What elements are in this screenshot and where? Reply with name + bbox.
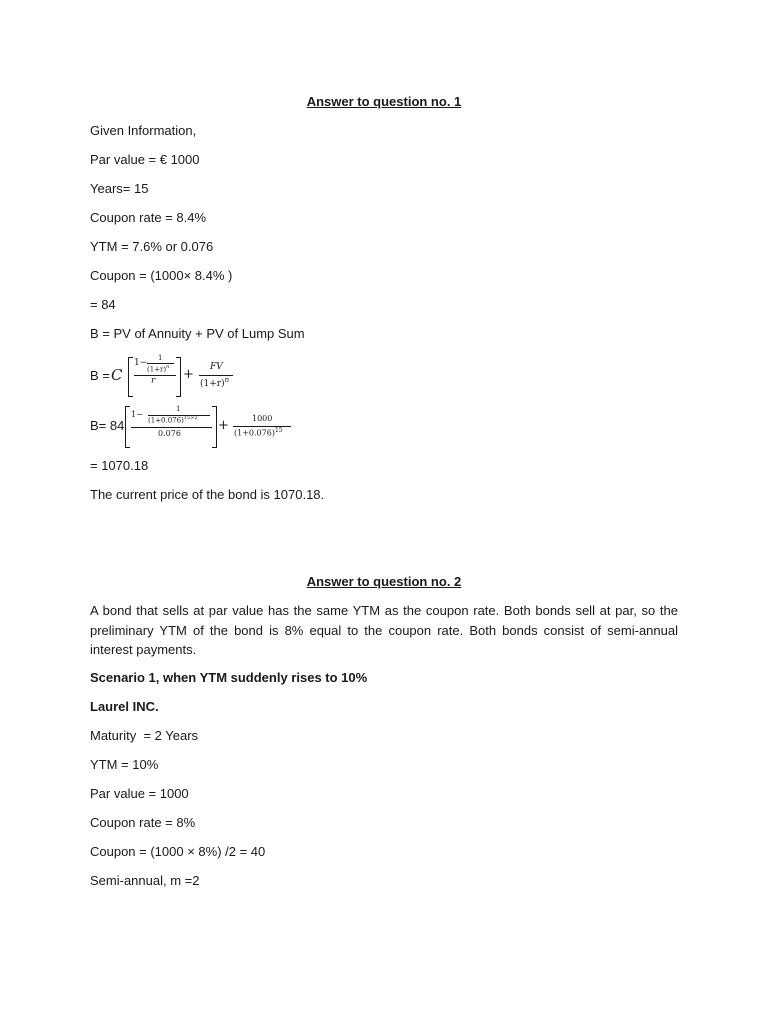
eq2-inner-denominator: $(1+0.076)^{15\times 2}$ [148,415,198,425]
eq1-prefix: B = [90,368,110,383]
eq1-left-bracket [128,357,133,397]
coupon-calc-2: Coupon = (1000 × 8%) /2 = 40 [90,844,266,859]
coupon-rate-2: Coupon rate = 8% [90,815,196,830]
bond-price-substituted [90,404,310,448]
eq2-inner-numerator: 1 [176,405,181,413]
maturity: Maturity = 2 Years [90,728,199,743]
given-information: Given Information, [90,123,197,138]
par-value: Par value = € 1000 [90,152,200,167]
eq1-plus: + [183,367,194,382]
eq2-left-bracket [125,406,130,448]
ytm: YTM = 7.6% or 0.076 [90,239,214,254]
eq1-right-bracket [176,357,181,397]
par-value-2: Par value = 1000 [90,786,189,801]
eq2-plus: + [218,418,229,433]
eq2-right-bracket [212,406,217,448]
eq1-one-minus: 1− [134,358,148,368]
eq1-denominator: r [151,376,156,386]
eq1-fv: FV [210,362,223,372]
semi-annual: Semi-annual, m =2 [90,873,200,888]
bond-price-formula [90,354,250,398]
eq1-inner-denominator: $(1+r)^n$ [147,364,170,374]
question-2-heading: Answer to question no. 2 [306,574,462,589]
scenario-heading: Scenario 1, when YTM suddenly rises to 10% [90,670,368,685]
eq2-one-minus: 1− [131,410,143,419]
eq2-denominator: 0.076 [158,429,181,438]
coupon-result: = 84 [90,297,116,312]
company-name: Laurel INC. [90,699,159,714]
coupon-rate: Coupon rate = 8.4% [90,210,206,225]
eq2-fv: 1000 [252,414,273,423]
coupon-calc: Coupon = (1000× 8.4% ) [90,268,233,283]
bond-price-result: = 1070.18 [90,458,149,473]
eq2-fraction-bar [131,427,212,428]
eq1-coupon-symbol: C [111,366,123,384]
bond-formula-text: B = PV of Annuity + PV of Lump Sum [90,326,305,341]
ytm-2: YTM = 10% [90,757,159,772]
question-1-heading: Answer to question no. 1 [306,94,462,109]
eq2-fv-denominator: $(1+0.076)^{15}$ [234,427,283,438]
years: Years= 15 [90,181,149,196]
question-2-paragraph: A bond that sells at par value has the same YTM as the coupon rate. Both bonds sell at par, so the preliminary YTM of the bond is 8% equal to the coupon rate. Both bonds consist of semi-annual interest payments. [90,603,678,657]
eq1-fv-denominator: $(1+r)^n$ [200,376,230,389]
conclusion-text: The current price of the bond is 1070.18. [90,487,325,502]
eq1-inner-numerator: 1 [158,354,163,362]
eq2-prefix: B= 84 [90,418,125,433]
